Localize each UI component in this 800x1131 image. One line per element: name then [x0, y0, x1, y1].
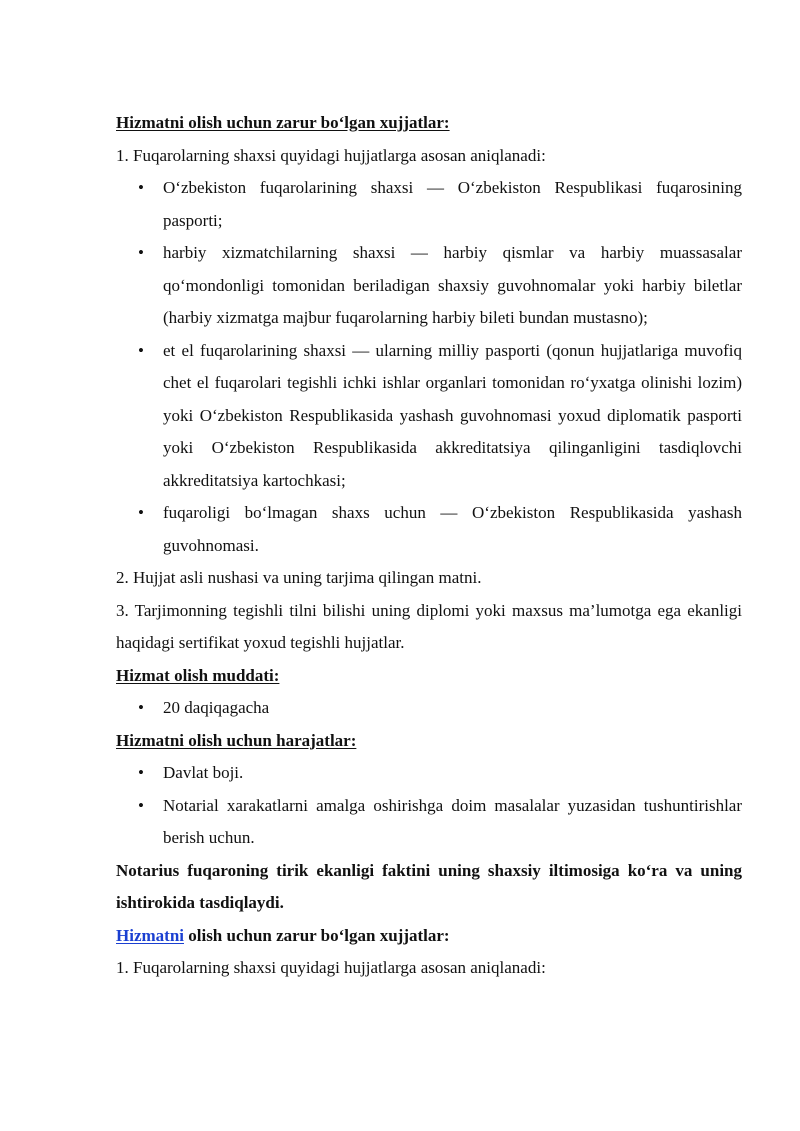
- heading-text: Hizmatni olish uchun harajatlar:: [116, 730, 357, 750]
- bullet-item: [116, 497, 742, 562]
- bullet-text: Davlat boji.: [163, 763, 244, 782]
- notice-paragraph: Notarius fuqaroning tirik ekanligi faktini uning shaxsiy iltimosiga ko‘ra va uning ishtirokida tasdiqlaydi.: [116, 860, 742, 912]
- heading-text-rest: olish uchun zarur bo‘lgan xujjatlar:: [184, 925, 450, 945]
- section-heading-documents-repeat: [116, 920, 742, 953]
- bullet-item: [116, 790, 742, 855]
- bullet-list-costs: [116, 757, 742, 855]
- bullet-text: Notarial xarakatlarni amalga oshirishga doim masalalar yuzasidan tushuntirishlar berish uchun.: [163, 795, 742, 847]
- bullet-item: [116, 692, 742, 725]
- list-item-1: 1. Fuqarolarning shaxsi quyidagi hujjatlarga asosan aniqlanadi:: [116, 145, 546, 165]
- bullet-item: [116, 335, 742, 498]
- bullet-icon: •: [138, 698, 144, 717]
- bullet-text: fuqaroligi bo‘lmagan shaxs uchun — O‘zbekiston Respublikasida yashash guvohnomasi.: [163, 503, 742, 555]
- bullet-text: et el fuqarolarining shaxsi — ularning milliy pasporti (qonun hujjatlariga muvofiq chet el fuqarolari tegishli ichki ishlar organlari tomonidan ro‘yxatga olinishi lozim) yoki O‘zbekiston Respublikasida yashash guvohnomasi yoxud diplomatik pasporti yoki O‘zbekiston Respublikasida akkreditatsiya qilinganligini tasdiqlovchi akkreditatsiya kartochkasi;: [163, 340, 742, 490]
- list-item-3: 3. Tarjimonning tegishli tilni bilishi uning diplomi yoki maxsus ma’lumotga ega ekanligi haqidagi sertifikat yoxud tegishli hujjatlar.: [116, 600, 742, 652]
- heading-text: Hizmatni olish uchun zarur bo‘lgan xujjatlar:: [116, 113, 450, 132]
- bullet-text: O‘zbekiston fuqarolarining shaxsi — O‘zbekiston Respublikasi fuqarosining pasporti;: [163, 178, 742, 230]
- bullet-icon: •: [138, 178, 144, 197]
- section-heading-duration: [116, 660, 742, 693]
- bullet-text: 20 daqiqagacha: [163, 698, 270, 717]
- hizmatni-link[interactable]: Hizmatni: [116, 925, 184, 945]
- bullet-item: [116, 757, 742, 790]
- bullet-text: harbiy xizmatchilarning shaxsi — harbiy qismlar va harbiy muassasalar qo‘mondonligi tomonidan beriladigan shaxsiy guvohnomalar yoki harbiy biletlar (harbiy xizmatga majbur fuqarolarning harbiy bileti bundan mustasno);: [163, 243, 742, 327]
- bullet-item: [116, 172, 742, 237]
- bullet-icon: •: [138, 795, 144, 815]
- list-item-1-repeat: 1. Fuqarolarning shaxsi quyidagi hujjatlarga asosan aniqlanadi:: [116, 958, 546, 977]
- bullet-icon: •: [138, 340, 144, 360]
- bullet-icon: •: [138, 763, 144, 782]
- list-item-2: 2. Hujjat asli nushasi va uning tarjima qilingan matni.: [116, 568, 482, 587]
- bullet-list-duration: [116, 692, 742, 725]
- bullet-list-identity: [116, 172, 742, 562]
- bullet-icon: •: [138, 243, 144, 262]
- document-page: [116, 107, 742, 985]
- heading-text: Hizmat olish muddati:: [116, 665, 280, 685]
- section-heading-costs: [116, 725, 742, 758]
- bullet-item: [116, 237, 742, 335]
- bullet-icon: •: [138, 503, 144, 522]
- section-heading-documents: [116, 107, 742, 140]
